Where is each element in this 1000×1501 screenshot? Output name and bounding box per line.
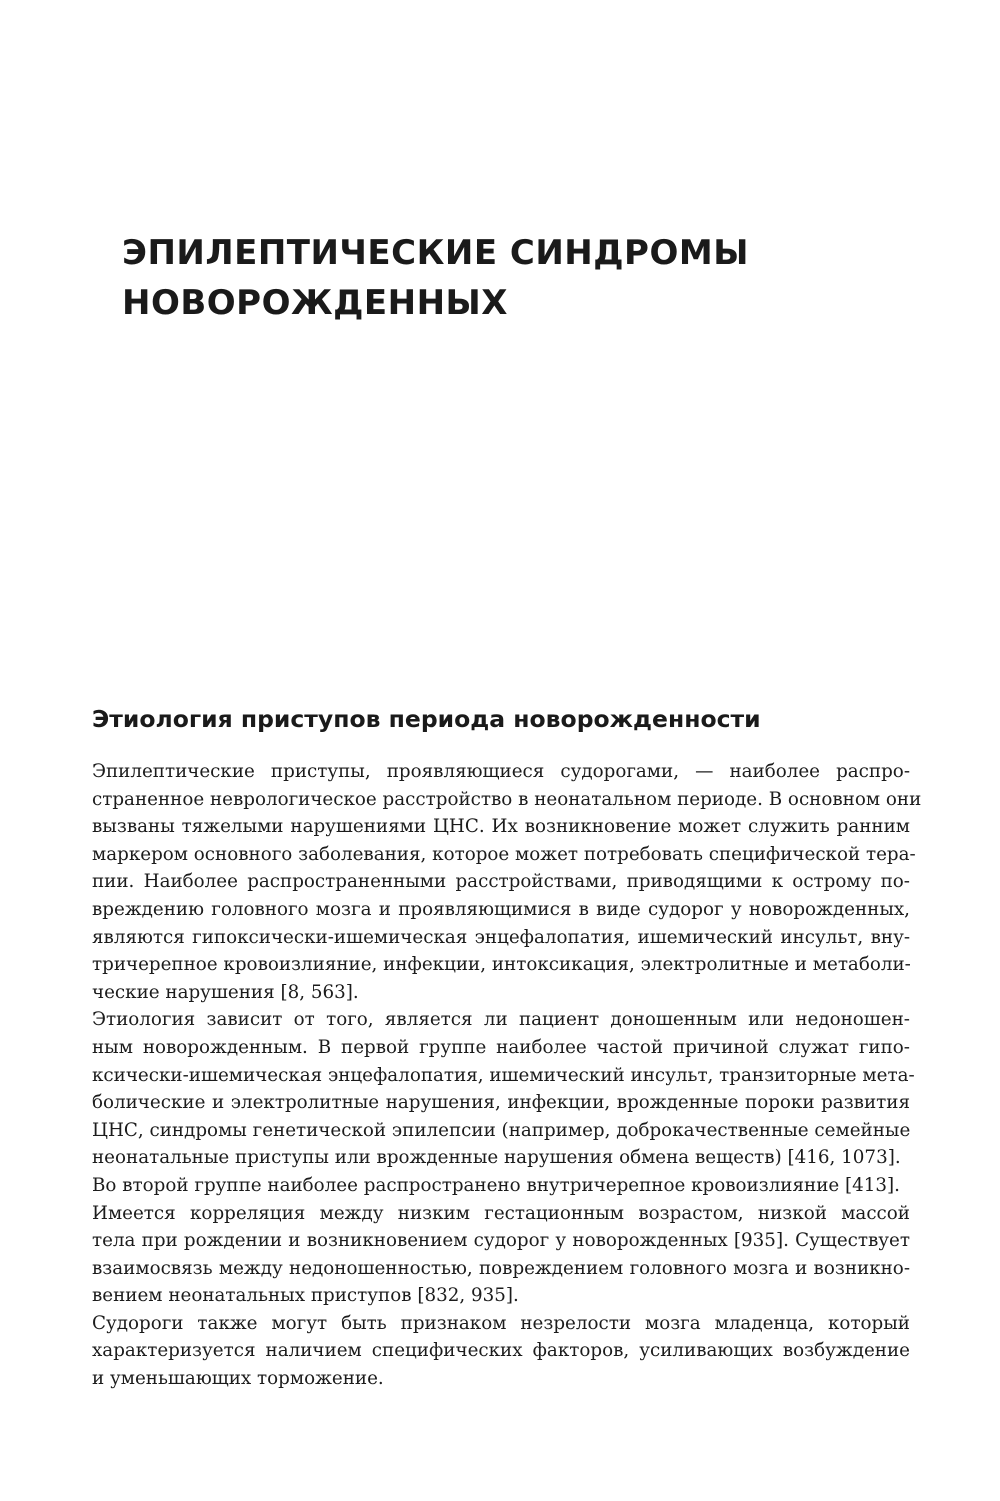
text-line: характеризуется наличием специфических факторов, усиливающих возбуждение [92, 1340, 910, 1362]
paragraph [92, 1310, 910, 1393]
text-line: страненное неврологическое расстройство в неонатальном периоде. В основном они [92, 788, 922, 810]
chapter-title-line-1: ЭПИЛЕПТИЧЕСКИЕ СИНДРОМЫ [122, 233, 749, 273]
text-line: ЦНС, синдромы генетической эпилепсии (например, доброкачественные семейные [92, 1119, 911, 1141]
text-line: Судороги также могут быть признаком незрелости мозга младенца, который [92, 1312, 910, 1334]
text-line: Во второй группе наиболее распространено внутричерепное кровоизлияние [413]. [92, 1174, 900, 1196]
text-line: тела при рождении и возникновением судорог у новорожденных [935]. Существует [92, 1230, 910, 1252]
text-line: ксически-ишемическая энцефалопатия, ишемический инсульт, транзиторные мета- [92, 1064, 915, 1086]
text-line: болические и электролитные нарушения, инфекции, врожденные пороки развития [92, 1092, 910, 1114]
paragraph [92, 1200, 910, 1310]
text-line: неонатальные приступы или врожденные нарушения обмена веществ) [416, 1073]. [92, 1147, 901, 1169]
text-line: вызваны тяжелыми нарушениями ЦНС. Их возникновение может служить ранним [92, 816, 910, 838]
paragraph [92, 1006, 915, 1172]
body-text [92, 758, 922, 1393]
chapter-title [122, 228, 882, 328]
text-line: вреждению головного мозга и проявляющимися в виде судорог у новорожденных, [92, 898, 910, 920]
paragraph [92, 1172, 910, 1200]
text-line: ным новорожденным. В первой группе наиболее частой причиной служат гипо- [92, 1036, 910, 1058]
paragraph [92, 758, 922, 1006]
text-line: тричерепное кровоизлияние, инфекции, интоксикация, электролитные и метаболи- [92, 954, 911, 976]
text-line: пии. Наиболее распространенными расстройствами, приводящими к острому по- [92, 871, 910, 893]
text-line: вением неонатальных приступов [832, 935]. [92, 1285, 519, 1307]
text-line: являются гипоксически-ишемическая энцефалопатия, ишемический инсульт, вну- [92, 926, 910, 948]
text-line: Этиология зависит от того, является ли пациент доношенным или недоношен- [92, 1009, 910, 1031]
chapter-title-line-2: НОВОРОЖДЕННЫХ [122, 283, 508, 323]
text-line: маркером основного заболевания, которое может потребовать специфической тера- [92, 843, 916, 865]
text-line: и уменьшающих торможение. [92, 1368, 384, 1390]
section-heading: Этиология приступов периода новорожденности [92, 705, 761, 733]
text-line: ческие нарушения [8, 563]. [92, 981, 359, 1003]
text-line: Имеется корреляция между низким гестационным возрастом, низкой массой [92, 1202, 910, 1224]
text-line: Эпилептические приступы, проявляющиеся судорогами, — наиболее распро- [92, 761, 910, 782]
text-line: взаимосвязь между недоношенностью, повреждением головного мозга и возникно- [92, 1257, 910, 1279]
